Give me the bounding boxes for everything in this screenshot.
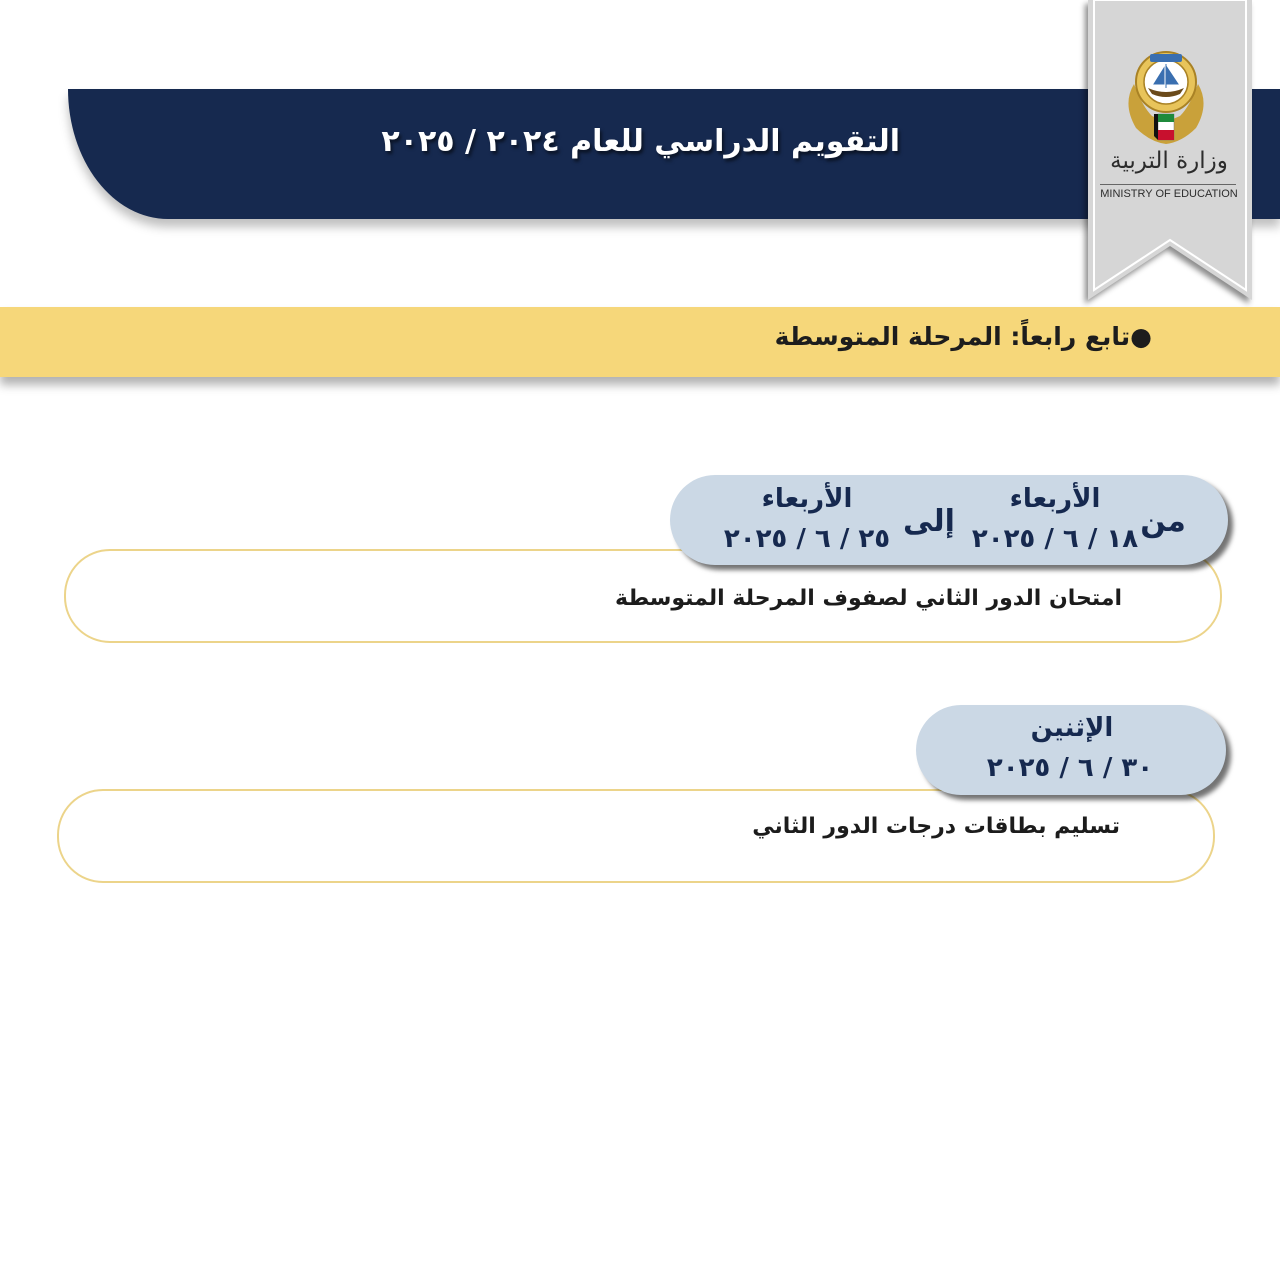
to-date: ٢٥ / ٦ / ٢٠٢٥ <box>723 524 891 554</box>
page-title: التقويم الدراسي للعام ٢٠٢٤ / ٢٠٢٥ <box>381 124 900 159</box>
from-date: ١٨ / ٦ / ٢٠٢٥ <box>971 524 1139 554</box>
ministry-divider <box>1100 184 1236 185</box>
section-title: ●تابع رابعاً: المرحلة المتوسطة <box>774 322 1152 351</box>
from-day: الأربعاء <box>1009 484 1101 514</box>
ministry-name-arabic: وزارة التربية <box>1110 148 1228 174</box>
kuwait-emblem-icon <box>1120 44 1212 148</box>
ministry-name-english: MINISTRY OF EDUCATION <box>1100 188 1238 200</box>
to-day: الأربعاء <box>761 484 853 514</box>
event-description-1: امتحان الدور الثاني لصفوف المرحلة المتوسطة <box>614 586 1122 611</box>
event-description-2: تسليم بطاقات درجات الدور الثاني <box>752 814 1120 839</box>
event-day-2: الإثنين <box>1030 713 1114 743</box>
to-label: إلى <box>903 504 955 539</box>
event-date-2: ٣٠ / ٦ / ٢٠٢٥ <box>986 753 1154 783</box>
from-label: من <box>1140 504 1186 539</box>
